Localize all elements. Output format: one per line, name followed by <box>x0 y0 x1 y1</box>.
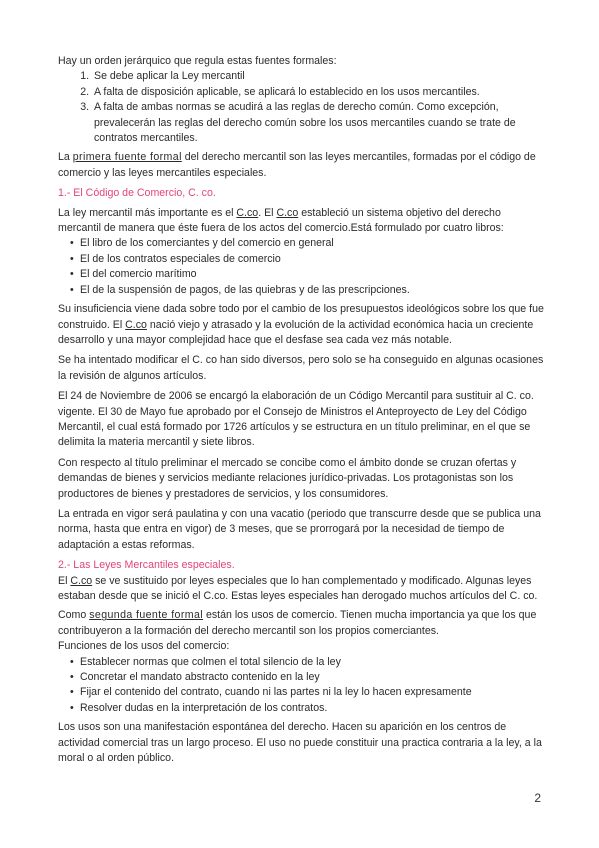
segunda-fuente-term: segunda fuente formal <box>89 609 204 622</box>
primera-fuente-term: primera fuente formal <box>72 151 182 164</box>
order-list <box>58 69 546 146</box>
order-list-item: 3. A falta de ambas normas se acudirá a las reglas de derecho común. Como excepción, prevalecerán las reglas del derecho común sobre los usos mercantiles cuando se trate de contratos mercantiles. <box>92 100 546 146</box>
intro-paragraph: Hay un orden jerárquico que regula estas fuentes formales: <box>58 55 337 67</box>
usos-paragraph: Los usos son una manifestación espontánea del derecho. Hacen su aparición en los centros de actividad comercial tras un largo proceso. El uso no puede constituir una practica contraria a la ley, a la moral o al orden público. <box>58 721 542 765</box>
segunda-fuente-paragraph: Como segunda fuente formal están los usos de comercio. Tienen mucha importancia ya que los que contribuyeron a la formación del derecho mercantil son los propios comerciantes. <box>58 609 537 637</box>
libros-list-item: • El de los contratos especiales de comercio <box>80 252 546 267</box>
libros-list <box>58 236 546 298</box>
cco-abbr: C.co <box>236 206 259 219</box>
section-heading-1: 1.- El Código de Comercio, C. co. <box>58 187 216 200</box>
document-body <box>58 54 546 766</box>
order-list-item: 1. Se debe aplicar la Ley mercantil <box>92 69 546 84</box>
entrada-vigor-paragraph: La entrada en vigor será paulatina y con una vacatio (periodo que transcurre desde que se publica una norma, hasta que entra en vigor) de 3 meses, que se prorrogará por la necesidad de tiempo de adaptación a estas reformas. <box>58 507 541 551</box>
order-list-item: 2. A falta de disposición aplicable, se aplicará lo establecido en los usos mercantiles. <box>92 85 546 100</box>
cco-abbr: C.co <box>70 574 93 587</box>
funciones-list-item: • Resolver dudas en la interpretación de los contratos. <box>80 701 546 716</box>
funciones-list-item: • Concretar el mandato abstracto contenido en la ley <box>80 670 546 685</box>
libros-list-item: • El libro de los comerciantes y del comercio en general <box>80 236 546 251</box>
ley-mercantil-paragraph: La ley mercantil más importante es el C.co. El C.co estableció un sistema objetivo del derecho mercantil de manera que éste fuera de los actos del comercio.Está formulado por cuatro libros: <box>58 206 504 235</box>
intentado-paragraph: Se ha intentado modificar el C. co han sido diversos, pero solo se ha conseguido en algunas ocasiones la revisión de algunos artículos. <box>58 354 544 382</box>
page-number: 2 <box>534 791 541 805</box>
section-heading-2: 2.- Las Leyes Mercantiles especiales. <box>58 559 235 572</box>
cco-abbr: C.co <box>276 206 299 219</box>
funciones-list-item: • Establecer normas que colmen el total silencio de la ley <box>80 655 546 670</box>
libros-list-item: • El del comercio marítimo <box>80 267 546 282</box>
cco-abbr: C.co <box>125 318 147 331</box>
titulo-preliminar-paragraph: Con respecto al título preliminar el mercado se concibe como el ámbito donde se cruzan ofertas y demandas de bienes y servicios mediante relaciones jurídico-privadas. Los protagonistas son los productores de bienes y prestadores de servicios, y los consumidores. <box>58 456 517 500</box>
sustituido-paragraph: El C.co se ve sustituido por leyes especiales que lo han complementado y modificado. Algunas leyes estaban desde que se inició el C.co. Estas leyes especiales han derogado muchos artículos del C. co. <box>58 574 538 602</box>
funciones-label: Funciones de los usos del comercio: <box>58 640 230 653</box>
noviembre-2006-paragraph: El 24 de Noviembre de 2006 se encargó la elaboración de un Código Mercantil para sustituir al C. co. vigente. El 30 de Mayo fue aprobado por el Consejo de Ministros el Anteproyecto de Ley del Código Mercantil, el cual está formado por 1726 artículos y se estructura en un título preliminar, en el que se delimita la materia mercantil y siete libros. <box>58 390 534 449</box>
insuficiencia-paragraph: Su insuficiencia viene dada sobre todo por el cambio de los presupuestos ideológicos sobre los que fue construido. El C.co nació viejo y atrasado y la evolución de la actividad económica hacia un creciente desarrollo y una mayor complejidad hace que el desfase sea cada vez más notable. <box>58 303 544 346</box>
funciones-list <box>58 655 546 717</box>
libros-list-item: • El de la suspensión de pagos, de las quiebras y de las prescripciones. <box>80 283 546 298</box>
primera-fuente-paragraph: La primera fuente formal del derecho mercantil son las leyes mercantiles, formadas por el código de comercio y las leyes mercantiles especiales. <box>58 151 536 179</box>
funciones-list-item: • Fijar el contenido del contrato, cuando ni las partes ni la ley lo hacen expresamente <box>80 685 546 700</box>
